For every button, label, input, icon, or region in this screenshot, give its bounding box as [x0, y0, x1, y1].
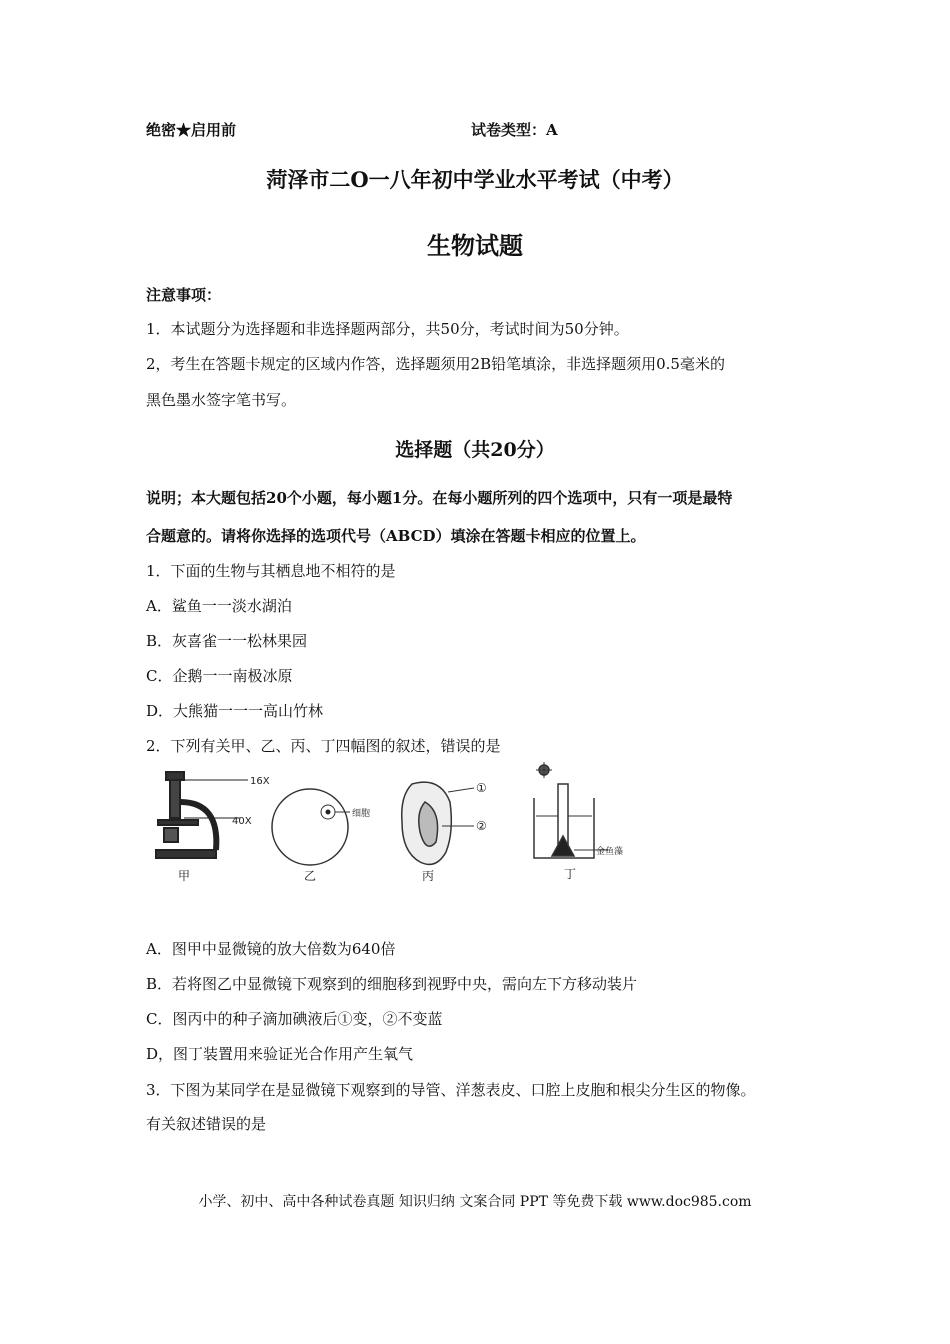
section-title: 选择题（共20分） — [395, 439, 555, 461]
question-stem: 2．下列有关甲、乙、丙、丁四幅图的叙述，错误的是 — [146, 737, 501, 755]
notice-heading: 注意事项： — [146, 286, 222, 304]
section-desc: 合题意的。请将你选择的选项代号（ABCD）填涂在答题卡相应的位置上。 — [146, 527, 646, 545]
question-option: C．企鹅一一南极冰原 — [146, 667, 293, 685]
figure-label-bing: 丙 — [422, 869, 435, 883]
figure-four-panels — [150, 762, 624, 887]
exam-title: 菏泽市二O一八年初中学业水平考试（中考） — [266, 167, 684, 192]
question-option: D，图丁装置用来验证光合作用产生氧气 — [146, 1045, 414, 1063]
section-desc: 说明；本大题包括20个小题，每小题1分。在每小题所列的四个选项中，只有一项是最特 — [146, 489, 733, 507]
annotation-2: ② — [476, 819, 487, 833]
question-option: D．大熊猫一一一高山竹林 — [146, 702, 324, 720]
seed-figure — [402, 782, 474, 864]
question-option: B．灰喜雀一一松林果园 — [146, 632, 308, 650]
question-stem: 有关叙述错误的是 — [146, 1115, 267, 1133]
paper-type: 试卷类型：A — [471, 121, 558, 139]
notice-item: 1．本试题分为选择题和非选择题两部分，共50分，考试时间为50分钟。 — [146, 320, 629, 338]
question-stem: 1．下面的生物与其栖息地不相符的是 — [146, 562, 396, 580]
question-option: B．若将图乙中显微镜下观察到的细胞移到视野中央，需向左下方移动装片 — [146, 975, 638, 993]
annotation-hornwort: 金鱼藻 — [596, 847, 624, 857]
question-option: A．鲨鱼一一淡水湖泊 — [146, 597, 292, 615]
figure-label-yi: 乙 — [304, 869, 317, 883]
notice-item: 黑色墨水签字笔书写。 — [146, 391, 297, 409]
subject-title: 生物试题 — [427, 231, 523, 260]
notice-item: 2，考生在答题卡规定的区域内作答，选择题须用2B铅笔填涂，非选择题须用0.5毫米的 — [146, 355, 725, 373]
annotation-40x: 40X — [232, 816, 252, 827]
secret-label: 绝密★启用前 — [146, 121, 237, 139]
question-option: A．图甲中显微镜的放大倍数为640倍 — [146, 940, 396, 958]
beaker-figure — [534, 762, 608, 858]
field-of-view-figure — [272, 789, 350, 865]
microscope-figure — [156, 772, 248, 858]
page-footer: 小学、初中、高中各种试卷真题 知识归纳 文案合同 PPT 等免费下载 www.doc985.com — [198, 1194, 752, 1210]
figure-label-jia: 甲 — [178, 869, 191, 883]
annotation-1: ① — [476, 781, 487, 795]
annotation-16x: 16X — [250, 776, 270, 787]
figure-label-ding: 丁 — [564, 867, 577, 881]
question-option: C．图丙中的种子滴加碘液后①变，②不变蓝 — [146, 1010, 443, 1028]
question-stem: 3．下图为某同学在是显微镜下观察到的导管、洋葱表皮、口腔上皮胞和根尖分生区的物像。 — [146, 1081, 756, 1099]
annotation-cell: 细胞 — [352, 809, 371, 819]
